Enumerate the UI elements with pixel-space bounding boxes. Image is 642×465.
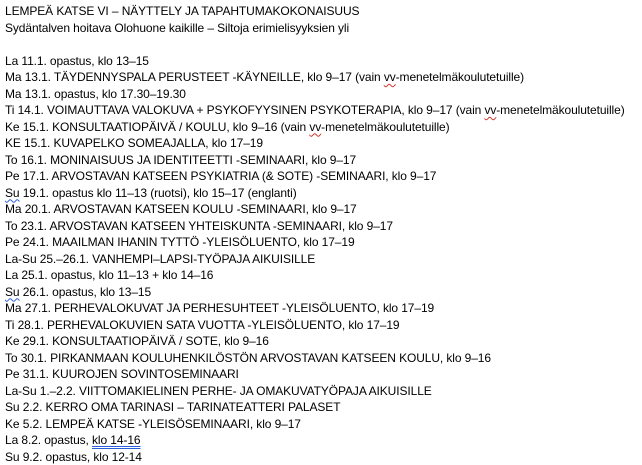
event-line: La-Su 1.–2.2. VIITTOMAKIELINEN PERHE- JA OMAKUVATYÖPAJA AIKUISILLE [5, 383, 639, 400]
grammar-mark: Su [5, 285, 19, 299]
grammar-mark: klo 14-16 [92, 433, 140, 447]
event-line: To 30.1. PIRKANMAAN KOULUHENKILÖSTÖN ARVOSTAVAN KATSEEN KOULU, klo 9–16 [5, 350, 639, 367]
blank-line [5, 36, 639, 53]
event-line: Ke 15.1. KONSULTAATIOPÄIVÄ / KOULU, klo 9–16 (vain vv-menetelmäkoulutetuille) [5, 119, 639, 136]
event-line: Ma 20.1. ARVOSTAVAN KATSEEN KOULU -SEMINAARI, klo 9–17 [5, 201, 639, 218]
document-subtitle: Sydäntalven hoitava Olohuone kaikille – Siltoja erimielisyyksien yli [5, 20, 639, 37]
event-line: Ti 14.1. VOIMAUTTAVA VALOKUVA + PSYKOFYYSINEN PSYKOTERAPIA, klo 9–17 (vain vv-menetelmäkoulutetuille) [5, 102, 639, 119]
grammar-mark: Su [5, 186, 19, 200]
event-line: Ma 27.1. PERHEVALOKUVAT JA PERHESUHTEET -YLEISÖLUENTO, klo 17–19 [5, 300, 639, 317]
event-line: Ke 5.2. LEMPEÄ KATSE -YLEISÖSEMINAARI, klo 9–17 [5, 416, 639, 433]
event-line: La 8.2. opastus, klo 14-16 [5, 432, 639, 449]
event-line: La 11.1. opastus, klo 13–15 [5, 53, 639, 70]
event-line: La-Su 25.–26.1. VANHEMPI–LAPSI-TYÖPAJA AIKUISILLE [5, 251, 639, 268]
event-line: Su 19.1. opastus klo 11–13 (ruotsi), klo 15–17 (englanti) [5, 185, 639, 202]
event-line: To 16.1. MONINAISUUS JA IDENTITEETTI -SEMINAARI, klo 9–17 [5, 152, 639, 169]
document-title: LEMPEÄ KATSE VI – NÄYTTELY JA TAPAHTUMAKOKONAISUUS [5, 3, 639, 20]
event-line: To 23.1. ARVOSTAVAN KATSEEN YHTEISKUNTA -SEMINAARI, klo 9–17 [5, 218, 639, 235]
event-line: Pe 24.1. MAAILMAN IHANIN TYTTÖ -YLEISÖLUENTO, klo 17–19 [5, 234, 639, 251]
event-line: KE 15.1. KUVAPELKO SOMEAJALLA, klo 17–19 [5, 135, 639, 152]
event-line: Pe 17.1. ARVOSTAVAN KATSEEN PSYKIATRIA (& SOTE) -SEMINAARI, klo 9–17 [5, 168, 639, 185]
spellcheck-mark: vv [384, 70, 396, 84]
event-line: Su 9.2. opastus, klo 12-14 [5, 449, 639, 465]
event-line: Ti 28.1. PERHEVALOKUVIEN SATA VUOTTA -YLEISÖLUENTO, klo 17–19 [5, 317, 639, 334]
document-body [5, 3, 639, 465]
event-line: Ma 13.1. TÄYDENNYSPALA PERUSTEET -KÄYNEILLE, klo 9–17 (vain vv-menetelmäkoulutetuille) [5, 69, 639, 86]
spellcheck-mark: vv [309, 120, 321, 134]
event-line: Ke 29.1. KONSULTAATIOPÄIVÄ / SOTE, klo 9–16 [5, 333, 639, 350]
event-line: La 25.1. opastus, klo 11–13 + klo 14–16 [5, 267, 639, 284]
event-line: Pe 31.1. KUUROJEN SOVINTOSEMINAARI [5, 366, 639, 383]
event-line: Ma 13.1. opastus, klo 17.30–19.30 [5, 86, 639, 103]
event-line: Su 2.2. KERRO OMA TARINASI – TARINATEATTERI PALASET [5, 399, 639, 416]
event-line: Su 26.1. opastus, klo 13–15 [5, 284, 639, 301]
spellcheck-mark: vv [484, 103, 496, 117]
